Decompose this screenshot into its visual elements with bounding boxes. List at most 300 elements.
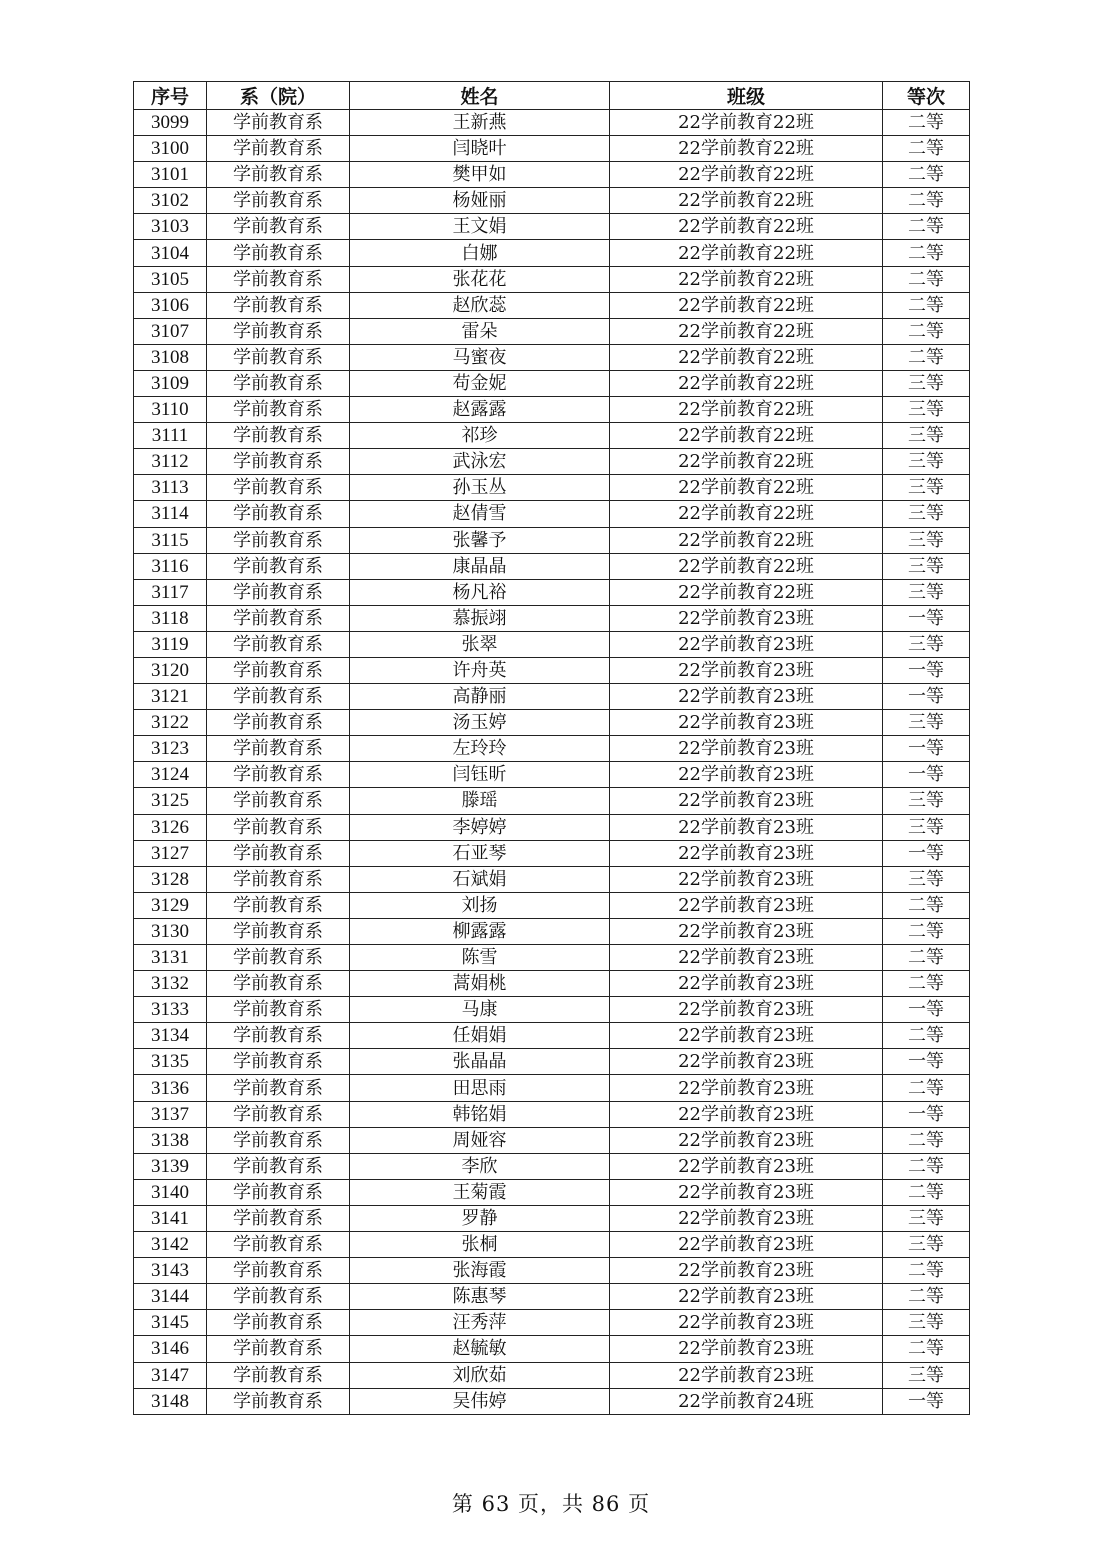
cell-grade: 三等: [883, 1362, 970, 1388]
cell-department: 学前教育系: [207, 370, 350, 396]
cell-class: 22学前教育22班: [610, 553, 883, 579]
cell-class: 22学前教育22班: [610, 501, 883, 527]
cell-class: 22学前教育23班: [610, 945, 883, 971]
cell-department: 学前教育系: [207, 1336, 350, 1362]
table-row: [134, 449, 970, 475]
cell-name: 任娟娟: [350, 1023, 610, 1049]
cell-grade: 三等: [883, 866, 970, 892]
cell-class: 22学前教育23班: [610, 1232, 883, 1258]
cell-class: 22学前教育23班: [610, 1336, 883, 1362]
cell-name: 汪秀萍: [350, 1310, 610, 1336]
cell-department: 学前教育系: [207, 1310, 350, 1336]
cell-department: 学前教育系: [207, 1388, 350, 1414]
cell-name: 滕瑶: [350, 788, 610, 814]
cell-name: 樊甲如: [350, 162, 610, 188]
table-row: [134, 657, 970, 683]
cell-name: 陈雪: [350, 945, 610, 971]
cell-index: 3145: [134, 1310, 207, 1336]
cell-department: 学前教育系: [207, 292, 350, 318]
cell-department: 学前教育系: [207, 918, 350, 944]
cell-grade: 二等: [883, 892, 970, 918]
cell-grade: 三等: [883, 1310, 970, 1336]
cell-class: 22学前教育22班: [610, 475, 883, 501]
cell-index: 3135: [134, 1049, 207, 1075]
cell-grade: 二等: [883, 1127, 970, 1153]
cell-class: 22学前教育23班: [610, 1179, 883, 1205]
header-grade: 等次: [883, 82, 970, 110]
cell-index: 3134: [134, 1023, 207, 1049]
cell-index: 3131: [134, 945, 207, 971]
cell-index: 3120: [134, 657, 207, 683]
cell-class: 22学前教育23班: [610, 605, 883, 631]
cell-index: 3142: [134, 1232, 207, 1258]
table-row: [134, 1023, 970, 1049]
cell-grade: 三等: [883, 527, 970, 553]
cell-index: 3103: [134, 214, 207, 240]
cell-index: 3144: [134, 1284, 207, 1310]
cell-name: 祁珍: [350, 423, 610, 449]
cell-index: 3137: [134, 1101, 207, 1127]
table-row: [134, 762, 970, 788]
cell-name: 杨娅丽: [350, 188, 610, 214]
cell-grade: 三等: [883, 788, 970, 814]
cell-class: 22学前教育23班: [610, 1101, 883, 1127]
table-row: [134, 1232, 970, 1258]
cell-name: 闫钰昕: [350, 762, 610, 788]
cell-name: 王菊霞: [350, 1179, 610, 1205]
cell-name: 白娜: [350, 240, 610, 266]
cell-index: 3113: [134, 475, 207, 501]
cell-name: 张花花: [350, 266, 610, 292]
cell-class: 22学前教育23班: [610, 971, 883, 997]
cell-grade: 三等: [883, 631, 970, 657]
cell-department: 学前教育系: [207, 1232, 350, 1258]
cell-grade: 三等: [883, 449, 970, 475]
cell-grade: 二等: [883, 188, 970, 214]
cell-department: 学前教育系: [207, 814, 350, 840]
cell-grade: 三等: [883, 579, 970, 605]
cell-name: 蒿娟桃: [350, 971, 610, 997]
cell-department: 学前教育系: [207, 736, 350, 762]
cell-index: 3125: [134, 788, 207, 814]
cell-name: 李欣: [350, 1153, 610, 1179]
cell-department: 学前教育系: [207, 501, 350, 527]
cell-index: 3116: [134, 553, 207, 579]
header-name: 姓名: [350, 82, 610, 110]
cell-index: 3141: [134, 1205, 207, 1231]
table-row: [134, 527, 970, 553]
cell-name: 陈惠琴: [350, 1284, 610, 1310]
cell-name: 田思雨: [350, 1075, 610, 1101]
cell-grade: 三等: [883, 1232, 970, 1258]
page-number: 第 63 页，共 86 页: [451, 1492, 651, 1516]
cell-index: 3139: [134, 1153, 207, 1179]
table-row: [134, 110, 970, 136]
cell-grade: 三等: [883, 553, 970, 579]
cell-index: 3115: [134, 527, 207, 553]
cell-grade: 二等: [883, 344, 970, 370]
cell-grade: 一等: [883, 840, 970, 866]
cell-department: 学前教育系: [207, 397, 350, 423]
cell-department: 学前教育系: [207, 162, 350, 188]
cell-grade: 二等: [883, 240, 970, 266]
cell-class: 22学前教育22班: [610, 397, 883, 423]
cell-grade: 一等: [883, 997, 970, 1023]
cell-name: 刘欣茹: [350, 1362, 610, 1388]
cell-index: 3136: [134, 1075, 207, 1101]
table-row: [134, 240, 970, 266]
cell-department: 学前教育系: [207, 214, 350, 240]
cell-grade: 一等: [883, 736, 970, 762]
table-row: [134, 1336, 970, 1362]
cell-department: 学前教育系: [207, 997, 350, 1023]
cell-grade: 二等: [883, 266, 970, 292]
cell-name: 张桐: [350, 1232, 610, 1258]
cell-class: 22学前教育23班: [610, 1127, 883, 1153]
cell-class: 22学前教育22班: [610, 214, 883, 240]
cell-department: 学前教育系: [207, 1127, 350, 1153]
cell-department: 学前教育系: [207, 1153, 350, 1179]
cell-index: 3138: [134, 1127, 207, 1153]
header-index: 序号: [134, 82, 207, 110]
table-row: [134, 1127, 970, 1153]
cell-class: 22学前教育23班: [610, 1153, 883, 1179]
cell-department: 学前教育系: [207, 1258, 350, 1284]
table-row: [134, 1153, 970, 1179]
table-row: [134, 553, 970, 579]
cell-class: 22学前教育23班: [610, 1362, 883, 1388]
cell-department: 学前教育系: [207, 605, 350, 631]
table-row: [134, 788, 970, 814]
table-row: [134, 1049, 970, 1075]
cell-name: 王新燕: [350, 110, 610, 136]
cell-class: 22学前教育22班: [610, 136, 883, 162]
cell-index: 3112: [134, 449, 207, 475]
cell-department: 学前教育系: [207, 1179, 350, 1205]
cell-class: 22学前教育23班: [610, 762, 883, 788]
cell-name: 许舟英: [350, 657, 610, 683]
header-class: 班级: [610, 82, 883, 110]
header-department: 系（院）: [207, 82, 350, 110]
table-row: [134, 162, 970, 188]
cell-name: 雷朵: [350, 318, 610, 344]
table-row: [134, 710, 970, 736]
cell-grade: 一等: [883, 1101, 970, 1127]
cell-class: 22学前教育23班: [610, 657, 883, 683]
cell-department: 学前教育系: [207, 318, 350, 344]
cell-index: 3124: [134, 762, 207, 788]
cell-name: 刘扬: [350, 892, 610, 918]
cell-name: 闫晓叶: [350, 136, 610, 162]
cell-index: 3133: [134, 997, 207, 1023]
cell-name: 马康: [350, 997, 610, 1023]
table-row: [134, 1362, 970, 1388]
cell-grade: 一等: [883, 1049, 970, 1075]
cell-class: 22学前教育22班: [610, 266, 883, 292]
cell-department: 学前教育系: [207, 840, 350, 866]
cell-department: 学前教育系: [207, 527, 350, 553]
cell-index: 3101: [134, 162, 207, 188]
cell-index: 3114: [134, 501, 207, 527]
table-row: [134, 892, 970, 918]
cell-grade: 二等: [883, 136, 970, 162]
table-row: [134, 1284, 970, 1310]
table-row: [134, 1310, 970, 1336]
table-row: [134, 971, 970, 997]
cell-class: 22学前教育23班: [610, 1023, 883, 1049]
cell-grade: 二等: [883, 162, 970, 188]
cell-department: 学前教育系: [207, 266, 350, 292]
cell-department: 学前教育系: [207, 1284, 350, 1310]
cell-name: 马蜜夜: [350, 344, 610, 370]
cell-name: 韩铭娟: [350, 1101, 610, 1127]
table-row: [134, 214, 970, 240]
cell-department: 学前教育系: [207, 1362, 350, 1388]
cell-name: 张翠: [350, 631, 610, 657]
cell-grade: 三等: [883, 397, 970, 423]
cell-name: 赵毓敏: [350, 1336, 610, 1362]
cell-grade: 三等: [883, 1205, 970, 1231]
cell-department: 学前教育系: [207, 1205, 350, 1231]
cell-class: 22学前教育23班: [610, 1205, 883, 1231]
table-row: [134, 1388, 970, 1414]
cell-index: 3128: [134, 866, 207, 892]
cell-name: 王文娟: [350, 214, 610, 240]
cell-name: 武泳宏: [350, 449, 610, 475]
cell-grade: 一等: [883, 657, 970, 683]
cell-name: 石斌娟: [350, 866, 610, 892]
cell-name: 赵露露: [350, 397, 610, 423]
table-row: [134, 945, 970, 971]
cell-grade: 三等: [883, 370, 970, 396]
table-row: [134, 1075, 970, 1101]
table-row: [134, 188, 970, 214]
cell-class: 22学前教育23班: [610, 631, 883, 657]
cell-class: 22学前教育22班: [610, 188, 883, 214]
table-row: [134, 1258, 970, 1284]
cell-index: 3146: [134, 1336, 207, 1362]
cell-name: 汤玉婷: [350, 710, 610, 736]
cell-grade: 三等: [883, 475, 970, 501]
cell-index: 3104: [134, 240, 207, 266]
cell-class: 22学前教育22班: [610, 240, 883, 266]
cell-grade: 二等: [883, 110, 970, 136]
cell-department: 学前教育系: [207, 971, 350, 997]
cell-index: 3130: [134, 918, 207, 944]
cell-grade: 二等: [883, 918, 970, 944]
cell-name: 罗静: [350, 1205, 610, 1231]
table-row: [134, 631, 970, 657]
cell-name: 柳露露: [350, 918, 610, 944]
cell-class: 22学前教育22班: [610, 527, 883, 553]
cell-class: 22学前教育23班: [610, 892, 883, 918]
header-row: [134, 82, 970, 110]
cell-department: 学前教育系: [207, 631, 350, 657]
cell-department: 学前教育系: [207, 449, 350, 475]
cell-class: 22学前教育22班: [610, 423, 883, 449]
cell-grade: 二等: [883, 1023, 970, 1049]
cell-class: 22学前教育23班: [610, 684, 883, 710]
cell-name: 高静丽: [350, 684, 610, 710]
cell-name: 张晶晶: [350, 1049, 610, 1075]
cell-department: 学前教育系: [207, 788, 350, 814]
cell-department: 学前教育系: [207, 110, 350, 136]
cell-index: 3108: [134, 344, 207, 370]
table-row: [134, 475, 970, 501]
cell-class: 22学前教育22班: [610, 110, 883, 136]
cell-grade: 三等: [883, 501, 970, 527]
cell-grade: 二等: [883, 945, 970, 971]
cell-department: 学前教育系: [207, 945, 350, 971]
cell-class: 22学前教育22班: [610, 579, 883, 605]
cell-department: 学前教育系: [207, 892, 350, 918]
table-row: [134, 292, 970, 318]
cell-index: 3123: [134, 736, 207, 762]
cell-name: 周娅容: [350, 1127, 610, 1153]
cell-grade: 一等: [883, 605, 970, 631]
table-row: [134, 501, 970, 527]
cell-index: 3102: [134, 188, 207, 214]
table-row: [134, 318, 970, 344]
cell-department: 学前教育系: [207, 762, 350, 788]
cell-index: 3132: [134, 971, 207, 997]
cell-class: 22学前教育23班: [610, 997, 883, 1023]
cell-name: 杨凡裕: [350, 579, 610, 605]
cell-grade: 二等: [883, 1153, 970, 1179]
cell-grade: 一等: [883, 1388, 970, 1414]
table-row: [134, 866, 970, 892]
cell-grade: 三等: [883, 710, 970, 736]
cell-class: 22学前教育22班: [610, 318, 883, 344]
cell-name: 张海霞: [350, 1258, 610, 1284]
cell-index: 3117: [134, 579, 207, 605]
table-row: [134, 136, 970, 162]
award-table: [133, 81, 970, 1415]
cell-index: 3105: [134, 266, 207, 292]
cell-department: 学前教育系: [207, 1075, 350, 1101]
cell-department: 学前教育系: [207, 1023, 350, 1049]
cell-index: 3147: [134, 1362, 207, 1388]
cell-index: 3111: [134, 423, 207, 449]
cell-grade: 二等: [883, 1258, 970, 1284]
cell-department: 学前教育系: [207, 475, 350, 501]
cell-department: 学前教育系: [207, 1049, 350, 1075]
cell-index: 3129: [134, 892, 207, 918]
cell-department: 学前教育系: [207, 866, 350, 892]
table-row: [134, 684, 970, 710]
table-row: [134, 344, 970, 370]
cell-class: 22学前教育23班: [610, 710, 883, 736]
cell-index: 3121: [134, 684, 207, 710]
table-row: [134, 814, 970, 840]
table-body: [134, 110, 970, 1415]
table-row: [134, 736, 970, 762]
cell-grade: 二等: [883, 292, 970, 318]
cell-grade: 三等: [883, 423, 970, 449]
table-row: [134, 397, 970, 423]
cell-index: 3107: [134, 318, 207, 344]
cell-grade: 二等: [883, 214, 970, 240]
cell-grade: 三等: [883, 814, 970, 840]
cell-class: 22学前教育24班: [610, 1388, 883, 1414]
cell-department: 学前教育系: [207, 710, 350, 736]
table-row: [134, 605, 970, 631]
cell-class: 22学前教育22班: [610, 449, 883, 475]
table-row: [134, 840, 970, 866]
cell-department: 学前教育系: [207, 136, 350, 162]
cell-class: 22学前教育23班: [610, 1075, 883, 1101]
cell-index: 3109: [134, 370, 207, 396]
cell-department: 学前教育系: [207, 1101, 350, 1127]
cell-index: 3100: [134, 136, 207, 162]
cell-class: 22学前教育23班: [610, 814, 883, 840]
cell-class: 22学前教育23班: [610, 1049, 883, 1075]
cell-department: 学前教育系: [207, 579, 350, 605]
cell-class: 22学前教育23班: [610, 918, 883, 944]
cell-department: 学前教育系: [207, 553, 350, 579]
cell-name: 赵欣蕊: [350, 292, 610, 318]
cell-grade: 二等: [883, 1336, 970, 1362]
cell-class: 22学前教育23班: [610, 1258, 883, 1284]
cell-class: 22学前教育22班: [610, 292, 883, 318]
cell-index: 3126: [134, 814, 207, 840]
cell-class: 22学前教育22班: [610, 162, 883, 188]
cell-department: 学前教育系: [207, 423, 350, 449]
table-row: [134, 997, 970, 1023]
cell-name: 孙玉丛: [350, 475, 610, 501]
cell-index: 3122: [134, 710, 207, 736]
cell-grade: 一等: [883, 762, 970, 788]
cell-index: 3119: [134, 631, 207, 657]
cell-name: 康晶晶: [350, 553, 610, 579]
cell-name: 左玲玲: [350, 736, 610, 762]
cell-class: 22学前教育23班: [610, 866, 883, 892]
cell-class: 22学前教育22班: [610, 344, 883, 370]
cell-department: 学前教育系: [207, 240, 350, 266]
cell-grade: 二等: [883, 318, 970, 344]
cell-department: 学前教育系: [207, 684, 350, 710]
cell-grade: 二等: [883, 971, 970, 997]
cell-name: 慕振翊: [350, 605, 610, 631]
cell-index: 3148: [134, 1388, 207, 1414]
cell-index: 3140: [134, 1179, 207, 1205]
cell-index: 3127: [134, 840, 207, 866]
cell-class: 22学前教育23班: [610, 1284, 883, 1310]
cell-class: 22学前教育23班: [610, 1310, 883, 1336]
cell-name: 苟金妮: [350, 370, 610, 396]
table-row: [134, 1101, 970, 1127]
cell-index: 3110: [134, 397, 207, 423]
cell-name: 李婷婷: [350, 814, 610, 840]
cell-index: 3143: [134, 1258, 207, 1284]
table-row: [134, 918, 970, 944]
table-header: [134, 82, 970, 110]
cell-name: 吴伟婷: [350, 1388, 610, 1414]
cell-department: 学前教育系: [207, 188, 350, 214]
cell-department: 学前教育系: [207, 657, 350, 683]
table-row: [134, 266, 970, 292]
cell-index: 3106: [134, 292, 207, 318]
cell-class: 22学前教育23班: [610, 788, 883, 814]
cell-index: 3099: [134, 110, 207, 136]
table-row: [134, 1179, 970, 1205]
cell-name: 赵倩雪: [350, 501, 610, 527]
table-row: [134, 370, 970, 396]
table-row: [134, 423, 970, 449]
cell-class: 22学前教育23班: [610, 736, 883, 762]
cell-grade: 二等: [883, 1284, 970, 1310]
cell-class: 22学前教育23班: [610, 840, 883, 866]
